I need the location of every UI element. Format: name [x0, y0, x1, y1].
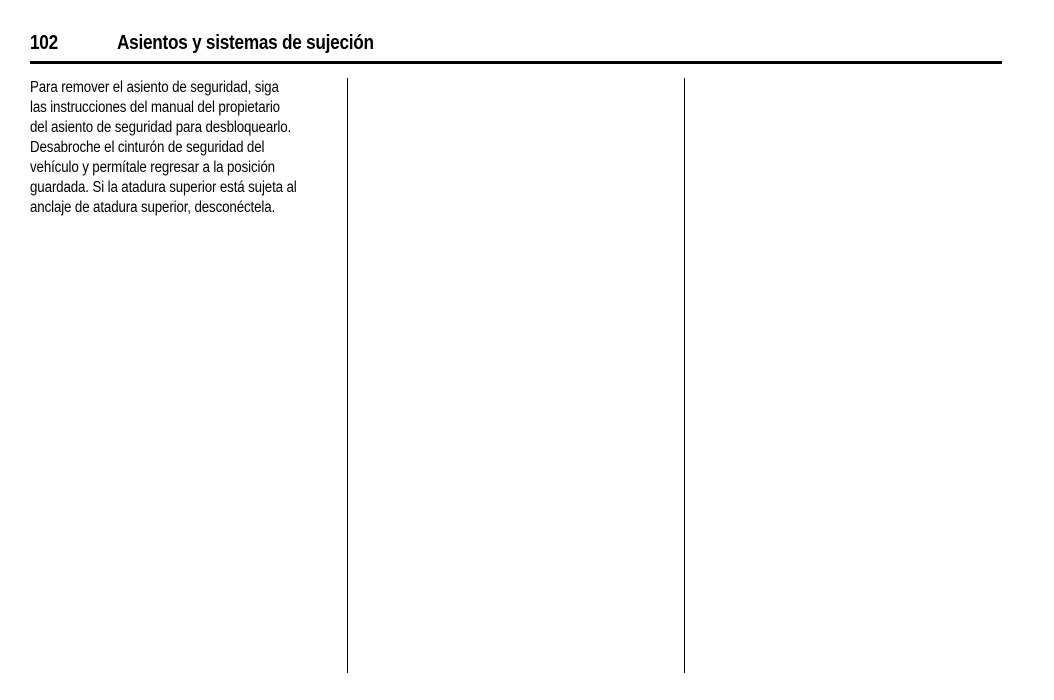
- paragraph-line: guardada. Si la atadura superior está sujeta al: [30, 179, 297, 196]
- column-divider-right: [684, 78, 685, 673]
- page-number: 102: [30, 32, 58, 54]
- paragraph-line: las instrucciones del manual del propietario: [30, 99, 280, 116]
- paragraph-line: anclaje de atadura superior, desconéctela.: [30, 199, 276, 216]
- paragraph-line: vehículo y permítale regresar a la posición: [30, 159, 275, 176]
- page-header: [30, 30, 1002, 64]
- column-divider-left: [347, 78, 348, 673]
- text-column-1: [30, 78, 338, 218]
- section-title: Asientos y sistemas de sujeción: [117, 32, 374, 54]
- header-rule: [30, 61, 1002, 64]
- paragraph-line: Desabroche el cinturón de seguridad del: [30, 139, 265, 156]
- paragraph-line: del asiento de seguridad para desbloquearlo.: [30, 119, 292, 136]
- paragraph-line: Para remover el asiento de seguridad, siga: [30, 79, 279, 96]
- body-paragraph: [30, 78, 340, 218]
